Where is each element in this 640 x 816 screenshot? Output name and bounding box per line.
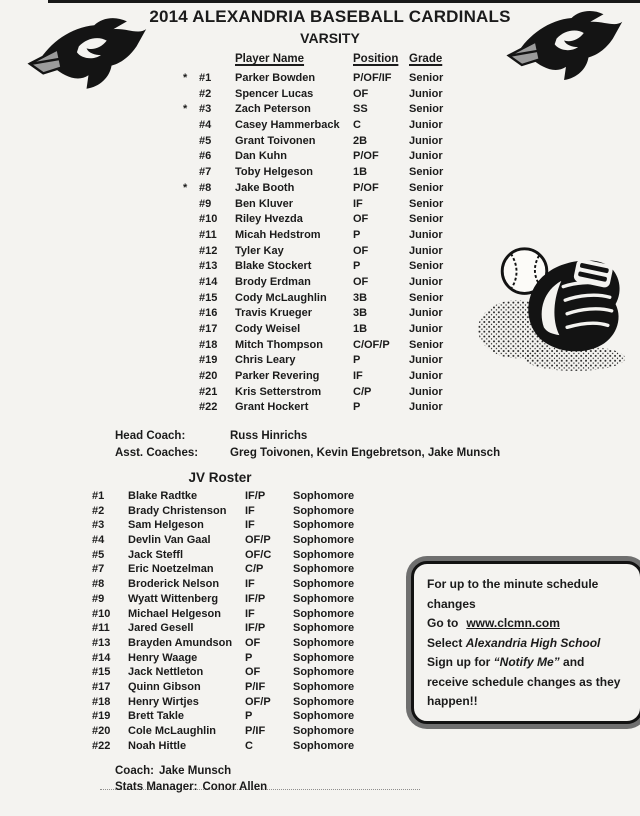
jv-player-position: OF/P	[245, 534, 271, 547]
jv-player-row	[92, 709, 383, 724]
varsity-player-grade: Junior	[409, 370, 443, 383]
varsity-player-row	[183, 118, 469, 134]
varsity-player-position: P/OF/IF	[353, 72, 392, 84]
varsity-player-num: #16	[199, 307, 218, 320]
asst-coaches-label: Asst. Coaches:	[115, 447, 199, 459]
schedule-notice-box	[411, 561, 640, 724]
notice-select-line	[427, 634, 632, 654]
varsity-player-name: Spencer Lucas	[235, 87, 314, 100]
jv-player-name: Quinn Gibson	[128, 680, 201, 693]
varsity-col-star	[183, 53, 199, 65]
head-coach-label: Head Coach:	[115, 430, 186, 442]
varsity-player-star	[183, 353, 199, 369]
jv-player-name: Devlin Van Gaal	[128, 534, 211, 547]
varsity-player-num: #4	[199, 119, 212, 132]
varsity-player-name: Riley Hvezda	[235, 213, 303, 226]
varsity-player-row	[183, 71, 469, 87]
jv-stats-row	[115, 779, 267, 795]
varsity-table-header	[183, 53, 469, 65]
varsity-player-num: #8	[199, 181, 212, 194]
schedule-website-link[interactable]: www.clcmn.com	[466, 616, 560, 630]
jv-player-position: IF	[245, 519, 255, 532]
notice-line-2: changes	[427, 596, 476, 611]
varsity-col-position: Position	[353, 53, 399, 65]
jv-player-row	[92, 577, 383, 592]
jv-coach-row	[115, 763, 267, 779]
jv-player-row	[92, 592, 383, 607]
varsity-player-name: Chris Leary	[235, 354, 296, 367]
varsity-player-position: IF	[353, 197, 363, 210]
jv-staff	[115, 763, 267, 795]
jv-player-position: IF/P	[245, 592, 266, 605]
jv-player-name: Cole McLaughlin	[128, 725, 216, 737]
jv-player-position: OF/C	[245, 548, 272, 561]
jv-player-row	[92, 636, 383, 651]
jv-player-name: Broderick Nelson	[128, 578, 220, 591]
jv-player-name: Brett Takle	[128, 710, 185, 723]
varsity-player-name: Zach Peterson	[235, 103, 311, 116]
jv-player-grade: Sophomore	[293, 490, 355, 502]
notify-me-quote: “Notify Me”	[493, 655, 560, 669]
jv-player-grade: Sophomore	[293, 739, 355, 752]
varsity-player-name: Blake Stockert	[235, 260, 312, 273]
varsity-player-grade: Junior	[409, 307, 443, 320]
varsity-player-star	[183, 134, 199, 150]
varsity-player-star	[183, 197, 199, 213]
jv-player-num: #15	[92, 666, 111, 679]
varsity-player-row	[183, 102, 469, 118]
varsity-player-star: *	[183, 103, 188, 116]
varsity-player-position: 1B	[353, 166, 368, 179]
jv-player-row	[92, 695, 383, 710]
varsity-player-star	[183, 228, 199, 244]
varsity-player-num: #3	[199, 103, 212, 116]
varsity-player-num: #10	[199, 213, 218, 226]
varsity-player-star	[183, 400, 199, 416]
notice-line-7: happen!!	[427, 694, 478, 708]
jv-player-num: #8	[92, 578, 105, 591]
varsity-player-num: #19	[199, 354, 218, 367]
varsity-player-grade: Junior	[409, 244, 443, 257]
jv-player-position: OF/P	[245, 695, 271, 708]
jv-player-name: Wyatt Wittenberg	[128, 592, 219, 605]
jv-player-num: #5	[92, 548, 105, 561]
jv-player-grade: Sophomore	[293, 578, 355, 591]
page-subtitle: VARSITY	[300, 30, 360, 46]
varsity-player-name: Kris Setterstrom	[235, 385, 322, 398]
varsity-player-star	[183, 244, 199, 260]
jv-player-name: Michael Helgeson	[128, 607, 221, 620]
varsity-player-grade: Senior	[409, 72, 444, 84]
varsity-player-position: OF	[353, 213, 369, 226]
varsity-player-name: Ben Kluver	[235, 197, 294, 210]
varsity-player-star	[183, 338, 199, 354]
varsity-player-row	[183, 275, 469, 291]
varsity-player-position: P	[353, 260, 361, 273]
varsity-player-star: *	[183, 181, 188, 194]
jv-player-name: Jack Nettleton	[128, 666, 204, 679]
varsity-player-name: Grant Toivonen	[235, 134, 316, 147]
jv-player-grade: Sophomore	[293, 592, 355, 605]
varsity-player-name: Travis Krueger	[235, 307, 313, 320]
varsity-player-num: #6	[199, 150, 212, 163]
select-label: Select	[427, 635, 463, 650]
varsity-player-name: Toby Helgeson	[235, 166, 314, 179]
jv-roster-body	[92, 489, 383, 753]
varsity-player-num: #11	[199, 228, 217, 241]
scan-artifact-dots	[100, 789, 420, 790]
jv-player-name: Blake Radtke	[128, 490, 198, 502]
jv-player-num: #20	[92, 725, 111, 737]
jv-player-num: #17	[92, 680, 111, 693]
notice-line-1: For up to the minute schedule	[427, 577, 599, 591]
varsity-player-num: #7	[199, 166, 212, 179]
varsity-player-grade: Senior	[409, 260, 444, 273]
notice-goto-line	[427, 614, 632, 634]
varsity-player-position: P/OF	[353, 150, 379, 163]
jv-player-name: Henry Wirtjes	[128, 695, 199, 708]
varsity-player-num: #9	[199, 197, 212, 210]
varsity-player-grade: Senior	[409, 338, 444, 351]
varsity-player-row	[183, 353, 469, 369]
jv-player-position: IF	[245, 504, 255, 517]
varsity-player-name: Dan Kuhn	[235, 150, 287, 163]
varsity-player-position: P	[353, 401, 361, 414]
jv-player-num: #11	[92, 622, 110, 635]
varsity-player-num: #15	[199, 291, 218, 304]
jv-player-row	[92, 621, 383, 636]
varsity-player-grade: Junior	[409, 354, 443, 367]
varsity-player-star	[183, 212, 199, 228]
jv-player-row	[92, 607, 383, 622]
jv-player-row	[92, 548, 383, 563]
varsity-player-star	[183, 291, 199, 307]
varsity-player-star	[183, 87, 199, 103]
jv-player-name: Noah Hittle	[128, 739, 187, 752]
select-school-name: Alexandria High School	[465, 635, 601, 650]
varsity-player-name: Cody Weisel	[235, 323, 301, 335]
varsity-player-grade: Junior	[409, 150, 443, 163]
jv-player-num: #10	[92, 607, 111, 620]
varsity-player-grade: Senior	[409, 291, 444, 304]
head-coach-name: Russ Hinrichs	[230, 430, 308, 442]
varsity-player-row	[183, 400, 469, 416]
varsity-player-name: Parker Revering	[235, 370, 320, 383]
varsity-player-grade: Junior	[409, 275, 443, 288]
varsity-player-star	[183, 149, 199, 165]
varsity-player-position: P/OF	[353, 181, 379, 194]
varsity-player-position: OF	[353, 244, 369, 257]
varsity-coaches	[115, 428, 500, 462]
varsity-player-star	[183, 369, 199, 385]
jv-player-grade: Sophomore	[293, 607, 355, 620]
jv-player-position: C	[245, 739, 253, 752]
jv-player-grade: Sophomore	[293, 666, 355, 679]
jv-player-num: #13	[92, 636, 111, 649]
jv-player-row	[92, 518, 383, 533]
jv-player-row	[92, 739, 383, 754]
jv-player-num: #9	[92, 592, 105, 605]
varsity-player-row	[183, 306, 469, 322]
varsity-player-row	[183, 134, 469, 150]
asst-coaches-row	[115, 445, 500, 462]
varsity-player-num: #14	[199, 275, 218, 288]
varsity-player-position: C/OF/P	[353, 338, 390, 351]
varsity-player-grade: Junior	[409, 323, 443, 335]
jv-player-position: P/IF	[245, 725, 266, 737]
varsity-player-num: #22	[199, 401, 218, 414]
varsity-player-grade: Junior	[409, 87, 443, 100]
jv-player-num: #19	[92, 710, 111, 723]
varsity-player-row	[183, 149, 469, 165]
notice-signup-line	[427, 653, 632, 673]
varsity-player-name: Jake Booth	[235, 181, 295, 194]
varsity-player-star	[183, 118, 199, 134]
varsity-player-row	[183, 322, 469, 338]
varsity-player-position: 2B	[353, 134, 368, 147]
signup-suffix: and	[563, 655, 585, 669]
varsity-player-grade: Junior	[409, 119, 443, 132]
jv-player-grade: Sophomore	[293, 548, 355, 561]
varsity-player-row	[183, 87, 469, 103]
baseball-glove-icon	[478, 236, 633, 376]
varsity-player-row	[183, 369, 469, 385]
varsity-player-num: #2	[199, 87, 212, 100]
jv-player-grade: Sophomore	[293, 695, 355, 708]
jv-player-row	[92, 533, 383, 548]
jv-player-num: #18	[92, 695, 111, 708]
varsity-player-grade: Senior	[409, 181, 444, 194]
jv-player-position: IF/P	[245, 490, 266, 502]
varsity-player-star	[183, 275, 199, 291]
varsity-player-grade: Senior	[409, 103, 444, 116]
head-coach-row	[115, 428, 500, 445]
varsity-player-grade: Junior	[409, 228, 443, 241]
varsity-player-grade: Senior	[409, 213, 444, 226]
jv-stats-name: Conor Allen	[202, 781, 268, 793]
jv-player-grade: Sophomore	[293, 504, 355, 517]
varsity-player-grade: Senior	[409, 197, 444, 210]
asst-coaches-names: Greg Toivonen, Kevin Engebretson, Jake Munsch	[230, 447, 501, 459]
varsity-player-num: #12	[199, 244, 218, 257]
varsity-player-star	[183, 259, 199, 275]
jv-player-position: P/IF	[245, 680, 266, 693]
jv-player-name: Eric Noetzelman	[128, 563, 214, 576]
jv-player-name: Henry Waage	[128, 651, 198, 664]
jv-player-grade: Sophomore	[293, 636, 355, 649]
varsity-player-position: SS	[353, 103, 368, 116]
varsity-player-position: 1B	[353, 323, 368, 335]
varsity-player-row	[183, 228, 469, 244]
jv-player-grade: Sophomore	[293, 651, 355, 664]
varsity-player-row	[183, 181, 469, 197]
varsity-player-num: #5	[199, 134, 212, 147]
jv-player-position: OF	[245, 636, 261, 649]
varsity-player-row	[183, 212, 469, 228]
jv-player-name: Jared Gesell	[128, 622, 194, 635]
varsity-player-position: 3B	[353, 291, 368, 304]
jv-roster-title: JV Roster	[188, 470, 252, 485]
notice-line-6: receive schedule changes as they	[427, 674, 621, 689]
jv-player-position: IF	[245, 607, 255, 620]
jv-coach-name: Jake Munsch	[158, 765, 232, 777]
jv-coach-label: Coach:	[115, 765, 154, 777]
varsity-player-position: C/P	[353, 385, 372, 398]
jv-player-grade: Sophomore	[293, 563, 355, 576]
varsity-player-star	[183, 306, 199, 322]
varsity-col-num	[199, 53, 235, 65]
jv-player-row	[92, 680, 383, 695]
jv-player-num: #3	[92, 519, 105, 532]
varsity-player-grade: Junior	[409, 134, 443, 147]
varsity-player-row	[183, 291, 469, 307]
varsity-player-row	[183, 165, 469, 181]
jv-player-grade: Sophomore	[293, 725, 355, 737]
varsity-player-name: Mitch Thompson	[235, 338, 323, 351]
jv-player-position: IF	[245, 578, 255, 591]
jv-player-position: P	[245, 710, 253, 723]
jv-player-name: Jack Steffl	[128, 548, 184, 561]
varsity-player-num: #1	[199, 72, 212, 84]
jv-player-position: P	[245, 651, 253, 664]
varsity-player-row	[183, 259, 469, 275]
varsity-player-grade: Senior	[409, 166, 444, 179]
varsity-player-star	[183, 385, 199, 401]
varsity-col-name: Player Name	[235, 53, 305, 65]
varsity-player-name: Tyler Kay	[235, 244, 284, 257]
jv-player-name: Sam Helgeson	[128, 519, 204, 532]
varsity-player-position: P	[353, 354, 361, 367]
varsity-player-name: Cody McLaughlin	[235, 291, 327, 304]
jv-player-position: C/P	[245, 563, 264, 576]
varsity-player-name: Grant Hockert	[235, 401, 309, 414]
page-title: 2014 ALEXANDRIA BASEBALL CARDINALS	[149, 7, 511, 26]
jv-player-row	[92, 651, 383, 666]
varsity-player-grade: Junior	[409, 385, 443, 398]
jv-player-row	[92, 489, 383, 504]
jv-player-num: #14	[92, 651, 111, 664]
jv-player-num: #22	[92, 739, 111, 752]
varsity-player-name: Micah Hedstrom	[235, 228, 321, 241]
varsity-player-row	[183, 338, 469, 354]
varsity-player-position: P	[353, 228, 361, 241]
varsity-col-grade: Grade	[409, 53, 443, 65]
jv-player-row	[92, 665, 383, 680]
varsity-player-num: #18	[199, 338, 218, 351]
jv-player-grade: Sophomore	[293, 534, 355, 547]
varsity-player-position: C	[353, 119, 361, 132]
jv-player-num: #1	[92, 490, 105, 502]
varsity-roster-body	[183, 71, 469, 416]
varsity-player-name: Brody Erdman	[235, 275, 311, 288]
varsity-player-star	[183, 322, 199, 338]
jv-player-row	[92, 504, 383, 519]
varsity-player-row	[183, 197, 469, 213]
jv-player-row	[92, 562, 383, 577]
jv-player-name: Brady Christenson	[128, 504, 227, 517]
varsity-player-row	[183, 244, 469, 260]
jv-player-position: IF/P	[245, 622, 266, 635]
jv-player-num: #7	[92, 563, 105, 576]
jv-player-grade: Sophomore	[293, 710, 355, 723]
varsity-player-num: #20	[199, 370, 218, 383]
varsity-player-num: #21	[199, 385, 218, 398]
signup-prefix: Sign up for	[427, 655, 491, 669]
varsity-player-position: OF	[353, 87, 369, 100]
goto-label: Go to	[427, 616, 459, 630]
jv-player-name: Brayden Amundson	[128, 636, 233, 649]
varsity-player-position: IF	[353, 370, 363, 383]
varsity-player-star: *	[183, 72, 188, 84]
jv-player-grade: Sophomore	[293, 519, 355, 532]
varsity-player-position: OF	[353, 275, 369, 288]
jv-player-num: #2	[92, 504, 105, 517]
varsity-player-grade: Junior	[409, 401, 443, 414]
varsity-player-name: Casey Hammerback	[235, 119, 340, 132]
jv-player-grade: Sophomore	[293, 622, 355, 635]
varsity-player-star	[183, 165, 199, 181]
scan-edge-bar	[48, 0, 640, 3]
varsity-player-num: #17	[199, 323, 218, 335]
jv-stats-label: Stats Manager:	[115, 781, 198, 793]
jv-player-position: OF	[245, 666, 261, 679]
varsity-player-row	[183, 385, 469, 401]
jv-player-row	[92, 724, 383, 739]
varsity-player-name: Parker Bowden	[235, 72, 316, 84]
jv-player-num: #4	[92, 534, 105, 547]
varsity-player-num: #13	[199, 260, 218, 273]
jv-player-grade: Sophomore	[293, 680, 355, 693]
varsity-player-position: 3B	[353, 307, 368, 320]
